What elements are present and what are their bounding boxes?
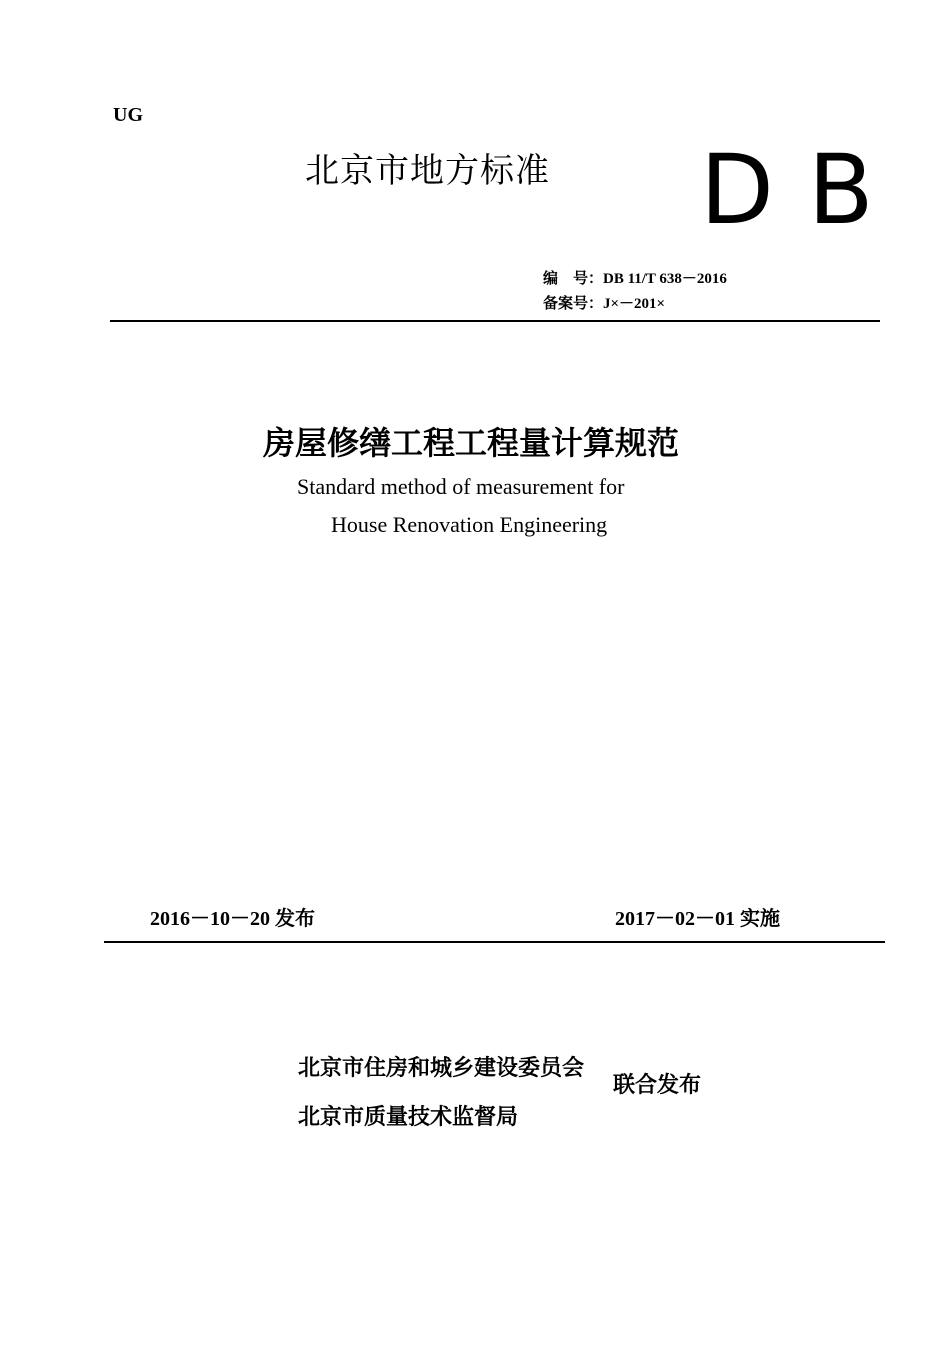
document-title-chinese: 房屋修缮工程工程量计算规范	[263, 424, 680, 462]
issuing-authority-2: 北京市质量技术监督局	[298, 1105, 519, 1130]
date-divider	[104, 941, 885, 943]
issuing-authority-1: 北京市住房和城乡建设委员会	[298, 1056, 585, 1081]
joint-release-label: 联合发布	[613, 1073, 702, 1098]
standard-number: 编 号：DB 11/T 638－2016	[543, 271, 727, 287]
document-title-english-line2: House Renovation Engineering	[331, 512, 608, 537]
standard-type-heading: 北京市地方标准	[305, 151, 550, 191]
filing-number: 备案号：J×－201×	[543, 296, 666, 312]
header-divider	[110, 320, 880, 322]
classification-code: UG	[113, 104, 143, 126]
effective-date: 2017－02－01 实施	[615, 908, 780, 930]
db-standard-mark: DB	[700, 134, 908, 246]
document-title-english-line1: Standard method of measurement for	[297, 474, 625, 499]
issue-date: 2016－10－20 发布	[150, 908, 315, 930]
